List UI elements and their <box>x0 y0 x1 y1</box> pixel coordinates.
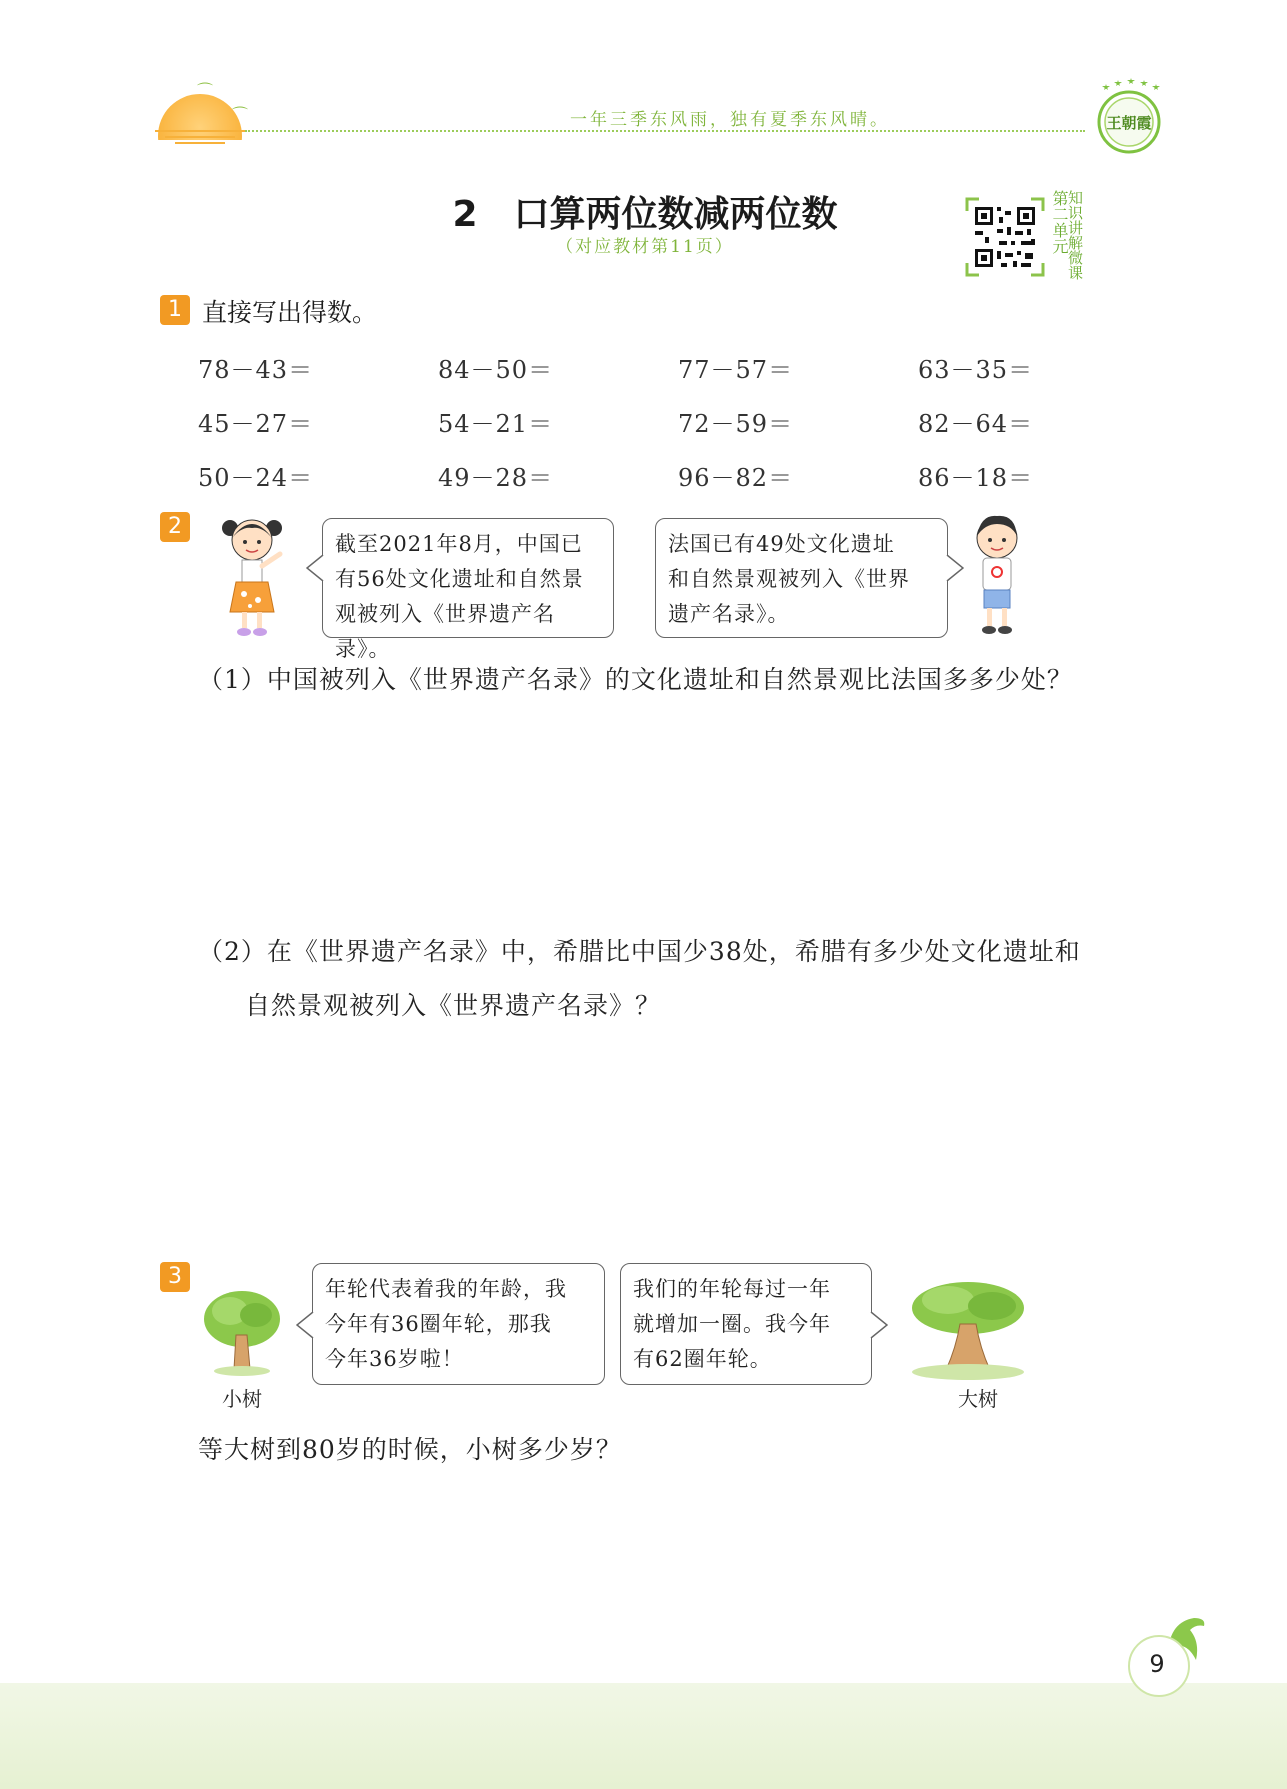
lesson-title <box>300 186 990 237</box>
lesson-number: 2 <box>452 194 478 235</box>
bird-icon: ⌒ <box>197 81 214 100</box>
qr-code[interactable] <box>965 197 1045 277</box>
bubble-line: 年轮代表着我的年龄，我 <box>325 1277 567 1301</box>
brand-name: 王朝霞 <box>1106 114 1152 132</box>
question-2-2-line2: 自然景观被列入《世界遗产名录》？ <box>245 991 662 1020</box>
section-badge-3: 3 <box>160 1262 190 1292</box>
bubble-line: 遗产名录》。 <box>668 602 790 626</box>
footer-band <box>0 1683 1287 1789</box>
section-badge-1: 1 <box>160 295 190 325</box>
question-3: 等大树到80岁的时候，小树多少岁？ <box>198 1435 622 1464</box>
calc-item: 50－24＝ <box>198 464 314 492</box>
bubble-line: 和自然景观被列入《世界 <box>668 567 910 591</box>
calc-item: 84－50＝ <box>438 356 554 384</box>
small-tree-label: 小树 <box>222 1387 262 1411</box>
question-2-2-line1: （2）在《世界遗产名录》中，希腊比中国少38处，希腊有多少处文化遗址和 <box>198 937 1081 966</box>
big-tree-label: 大树 <box>958 1387 998 1411</box>
bubble-line: 我们的年轮每过一年 <box>633 1277 831 1301</box>
calc-item: 86－18＝ <box>918 464 1034 492</box>
bubble-pointer <box>306 555 324 581</box>
speech-bubble-small-tree <box>312 1263 605 1385</box>
bubble-pointer <box>870 1312 888 1338</box>
bubble-line: 截至2021年8月，中国已 <box>335 532 583 556</box>
question-2-1: （1）中国被列入《世界遗产名录》的文化遗址和自然景观比法国多多少处？ <box>198 665 1073 694</box>
calc-item: 96－82＝ <box>678 464 794 492</box>
section-badge-2: 2 <box>160 512 190 542</box>
calc-item: 54－21＝ <box>438 410 554 438</box>
calc-item: 49－28＝ <box>438 464 554 492</box>
lesson-subtitle: （对应教材第11页） <box>556 237 734 257</box>
bubble-line: 今年有36圈年轮，那我 <box>325 1312 552 1336</box>
calc-item: 63－35＝ <box>918 356 1034 384</box>
lesson-title-text: 口算两位数减两位数 <box>513 194 838 235</box>
calc-item: 82－64＝ <box>918 410 1034 438</box>
bubble-line: 法国已有49处文化遗址 <box>668 532 895 556</box>
section-1-title: 直接写出得数。 <box>202 298 378 327</box>
speech-bubble-girl <box>322 518 614 661</box>
bubble-line: 就增加一圈。我今年 <box>633 1312 831 1336</box>
calc-item: 77－57＝ <box>678 356 794 384</box>
calc-item: 45－27＝ <box>198 410 314 438</box>
bubble-pointer <box>296 1312 314 1338</box>
bubble-line: 今年36岁啦！ <box>325 1347 464 1371</box>
speech-bubble-big-tree <box>620 1263 872 1385</box>
boy-character-icon <box>967 510 1027 640</box>
big-tree-icon <box>908 1278 1028 1383</box>
calc-item: 72－59＝ <box>678 410 794 438</box>
header-motto: 一年三季东风雨，独有夏季东风晴。 <box>570 110 890 130</box>
small-tree-icon <box>200 1285 285 1380</box>
girl-character-icon <box>218 510 288 640</box>
header-divider <box>245 130 1085 132</box>
calc-item: 78－43＝ <box>198 356 314 384</box>
bubble-pointer <box>946 555 964 581</box>
qr-caption-desc: 知识讲解微课 <box>1066 190 1084 280</box>
bubble-line: 有62圈年轮。 <box>633 1347 772 1371</box>
speech-bubble-boy <box>655 518 948 638</box>
bubble-line: 有56处文化遗址和自然景 <box>335 567 584 591</box>
bird-icon: ⌒ <box>232 105 249 124</box>
page-number: 9 <box>1149 1650 1165 1678</box>
bubble-line: 观被列入《世界遗产名录》。 <box>335 602 555 661</box>
sun-reflection-lines <box>150 130 250 148</box>
brand-logo <box>1090 78 1168 156</box>
qr-caption-unit: 第二单元 <box>1050 190 1069 254</box>
